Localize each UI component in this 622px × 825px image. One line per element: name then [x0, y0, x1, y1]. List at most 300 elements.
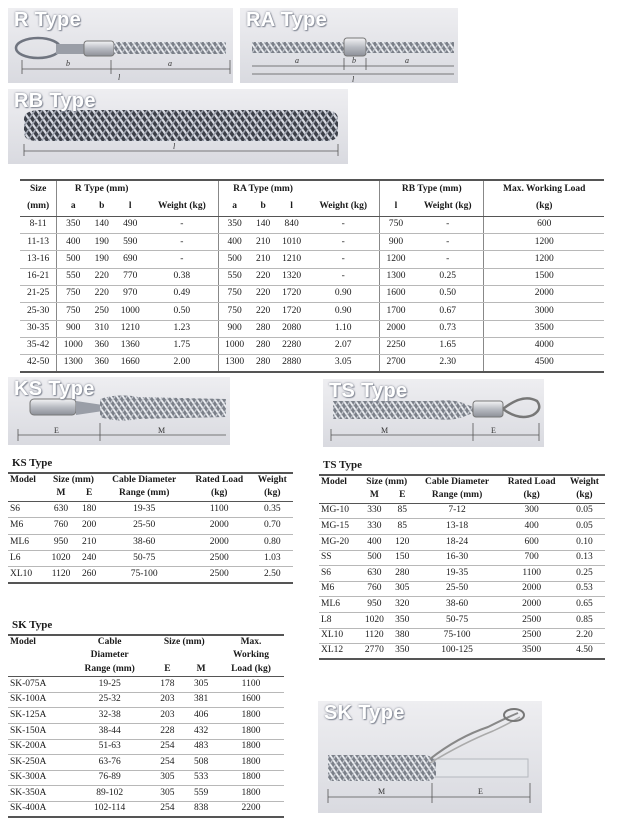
table-cell: 250	[89, 303, 114, 320]
table-cell: 75-100	[102, 567, 187, 583]
table-cell: 16-21	[20, 268, 57, 285]
rb-type-title: RB Type	[14, 90, 96, 112]
table-cell: 4.50	[564, 644, 605, 660]
table-row	[319, 597, 605, 613]
table-cell: 2.30	[412, 355, 484, 372]
table-cell: 0.50	[412, 285, 484, 302]
sk-range-header: Range (mm)	[69, 663, 151, 677]
table-cell: 0.67	[412, 303, 484, 320]
ra-type-dim-b: b	[352, 56, 356, 65]
table-cell: 38-60	[102, 534, 187, 550]
table-cell: 1800	[218, 786, 284, 802]
table-cell: 0.38	[146, 268, 218, 285]
table-cell: 750	[380, 216, 412, 233]
table-cell: 2700	[380, 355, 412, 372]
table-cell: 1210	[114, 320, 146, 337]
table-cell: 1010	[276, 234, 308, 251]
table-cell: 1000	[57, 337, 89, 354]
table-cell: 0.90	[307, 285, 379, 302]
table-cell: 500	[57, 251, 89, 268]
table-cell: 630	[359, 566, 390, 582]
table-row	[20, 320, 604, 337]
table-cell: 150	[390, 550, 415, 566]
ts-weight-header: Weight	[564, 475, 605, 489]
sk-type-title: SK Type	[324, 702, 405, 724]
sk-type-dim-m: M	[378, 787, 386, 796]
table-cell: 13-18	[415, 519, 500, 535]
table-cell: 120	[390, 534, 415, 550]
ks-spec-table	[8, 472, 293, 584]
table-cell: 2280	[276, 337, 308, 354]
ks-m-header: M	[45, 487, 76, 501]
table-cell: 700	[499, 550, 563, 566]
table-cell: 0.35	[252, 501, 293, 517]
table-row	[319, 503, 605, 519]
r-b-header: b	[89, 198, 114, 216]
table-cell: -	[146, 251, 218, 268]
table-cell: -	[146, 216, 218, 233]
table-cell: 4000	[484, 337, 604, 354]
table-cell: 85	[390, 519, 415, 535]
table-cell: 950	[45, 534, 76, 550]
table-row	[20, 268, 604, 285]
ra-a-header: a	[218, 198, 250, 216]
table-row	[20, 355, 604, 372]
table-cell: 380	[390, 628, 415, 644]
table-cell: ML6	[319, 597, 359, 613]
table-cell: 2500	[499, 628, 563, 644]
table-cell: SK-200A	[8, 739, 69, 755]
table-cell: 3500	[499, 644, 563, 660]
sk-size-header: Size (mm)	[151, 635, 218, 649]
table-cell: 1210	[276, 251, 308, 268]
ra-b-header: b	[251, 198, 276, 216]
r-type-title: R Type	[14, 9, 81, 31]
table-cell: 1360	[114, 337, 146, 354]
table-cell: 0.80	[252, 534, 293, 550]
table-cell: 350	[57, 216, 89, 233]
table-cell: 254	[151, 801, 185, 817]
ts-type-dim-m: M	[381, 426, 389, 435]
table-cell: MG-10	[319, 503, 359, 519]
table-cell: 2000	[499, 581, 563, 597]
table-row	[20, 303, 604, 320]
table-cell: 85	[390, 503, 415, 519]
table-cell: 220	[251, 303, 276, 320]
table-cell: SK-100A	[8, 692, 69, 708]
table-cell: 400	[57, 234, 89, 251]
table-cell: XL10	[319, 628, 359, 644]
table-cell: 406	[184, 708, 218, 724]
table-cell: 500	[359, 550, 390, 566]
sk-load-header: Load (kg)	[218, 663, 284, 677]
table-cell: 1100	[499, 566, 563, 582]
table-cell: 140	[251, 216, 276, 233]
table-cell: 220	[251, 285, 276, 302]
ts-m-header: M	[359, 489, 390, 503]
table-cell: 400	[499, 519, 563, 535]
r-type-dim-a: a	[168, 59, 172, 68]
table-cell: 432	[184, 723, 218, 739]
table-cell: 500	[218, 251, 250, 268]
table-cell: SK-250A	[8, 755, 69, 771]
table-row	[20, 337, 604, 354]
table-cell: 2.07	[307, 337, 379, 354]
table-cell: 300	[499, 503, 563, 519]
table-cell: 350	[390, 644, 415, 660]
table-cell: 1600	[218, 692, 284, 708]
table-cell: 30-35	[20, 320, 57, 337]
table-cell: 1720	[276, 303, 308, 320]
table-row	[319, 612, 605, 628]
table-cell: 7-12	[415, 503, 500, 519]
table-row	[20, 216, 604, 233]
table-cell: 2.50	[252, 567, 293, 583]
ts-rated-load-unit-header: (kg)	[499, 489, 563, 503]
table-cell: 3500	[484, 320, 604, 337]
table-cell: SK-300A	[8, 770, 69, 786]
table-row	[8, 518, 293, 534]
table-cell: 350	[218, 216, 250, 233]
table-cell: 0.05	[564, 503, 605, 519]
table-cell: -	[307, 216, 379, 233]
table-cell: 970	[114, 285, 146, 302]
table-cell: 254	[151, 739, 185, 755]
table-cell: 51-63	[69, 739, 151, 755]
table-cell: 200	[77, 518, 102, 534]
table-cell: 190	[89, 234, 114, 251]
table-cell: 0.05	[564, 519, 605, 535]
ks-model-header: Model	[8, 473, 45, 487]
table-cell: 0.49	[146, 285, 218, 302]
table-cell: 750	[218, 303, 250, 320]
ra-type-dim-l: l	[352, 75, 355, 83]
table-row	[319, 519, 605, 535]
table-cell: 16-30	[415, 550, 500, 566]
table-cell: 228	[151, 723, 185, 739]
table-cell: 25-50	[415, 581, 500, 597]
table-cell: 1120	[45, 567, 76, 583]
table-cell: MG-15	[319, 519, 359, 535]
table-cell: 533	[184, 770, 218, 786]
table-cell: 203	[151, 692, 185, 708]
table-cell: 240	[77, 550, 102, 566]
size-header: Size	[20, 180, 57, 198]
table-row	[8, 801, 284, 817]
table-cell: 550	[218, 268, 250, 285]
ks-type-title: KS Type	[14, 378, 95, 400]
table-cell: MG-20	[319, 534, 359, 550]
table-cell: 1000	[114, 303, 146, 320]
table-cell: 0.90	[307, 303, 379, 320]
ks-size-header: Size (mm)	[45, 473, 101, 487]
table-cell: 1800	[218, 755, 284, 771]
ks-rated-load-unit-header: (kg)	[187, 487, 252, 501]
table-cell: 2880	[276, 355, 308, 372]
table-cell: 1800	[218, 723, 284, 739]
table-cell: 35-42	[20, 337, 57, 354]
table-cell: 400	[359, 534, 390, 550]
table-cell: 2000	[499, 597, 563, 613]
table-cell: 0.85	[564, 612, 605, 628]
table-cell: 100-125	[415, 644, 500, 660]
table-cell: 483	[184, 739, 218, 755]
table-cell: SK-150A	[8, 723, 69, 739]
table-cell: 600	[484, 216, 604, 233]
sk-diameter-header: Diameter	[90, 650, 129, 661]
table-cell: 2000	[484, 285, 604, 302]
table-cell: 254	[151, 755, 185, 771]
table-cell: 19-25	[69, 677, 151, 693]
table-cell: 900	[380, 234, 412, 251]
r-type-header: R Type (mm)	[57, 180, 146, 198]
table-row	[8, 723, 284, 739]
table-cell: 2200	[218, 801, 284, 817]
table-cell: 280	[251, 320, 276, 337]
table-cell: SK-400A	[8, 801, 69, 817]
table-cell: 950	[359, 597, 390, 613]
table-cell: 203	[151, 708, 185, 724]
table-cell: 1.03	[252, 550, 293, 566]
table-cell: 508	[184, 755, 218, 771]
table-cell: -	[307, 234, 379, 251]
table-cell: 0.70	[252, 518, 293, 534]
table-cell: 4500	[484, 355, 604, 372]
table-cell: 1320	[276, 268, 308, 285]
table-cell: 630	[45, 501, 76, 517]
table-cell: 210	[251, 251, 276, 268]
table-row	[8, 677, 284, 693]
table-cell: 2500	[187, 567, 252, 583]
table-cell: 305	[151, 786, 185, 802]
table-cell: 770	[114, 268, 146, 285]
table-cell: SK-125A	[8, 708, 69, 724]
table-cell: 2000	[187, 534, 252, 550]
size-unit-header: (mm)	[20, 198, 57, 216]
max-load-unit-header: (kg)	[484, 198, 604, 216]
table-cell: 178	[151, 677, 185, 693]
table-cell: 38-44	[69, 723, 151, 739]
table-cell: 559	[184, 786, 218, 802]
table-cell: 25-32	[69, 692, 151, 708]
table-cell: 1300	[57, 355, 89, 372]
max-load-header: Max. Working Load	[484, 180, 604, 198]
ts-spec-table	[319, 474, 605, 660]
table-cell: 760	[359, 581, 390, 597]
table-cell: 1200	[484, 251, 604, 268]
table-cell: 0.25	[412, 268, 484, 285]
table-cell: 25-30	[20, 303, 57, 320]
ks-cable-diameter-header: Cable Diameter	[102, 473, 187, 487]
table-row	[319, 581, 605, 597]
ts-model-header: Model	[319, 475, 359, 489]
rb-type-dim-l: l	[173, 142, 176, 151]
table-cell: 0.50	[146, 303, 218, 320]
table-row	[8, 501, 293, 517]
table-cell: 750	[57, 303, 89, 320]
table-cell: 1500	[484, 268, 604, 285]
sk-max-header: Max.	[218, 635, 284, 649]
ra-weight-header: Weight (kg)	[307, 198, 379, 216]
rb-l-header: l	[380, 198, 412, 216]
table-cell: -	[146, 234, 218, 251]
table-cell: 305	[151, 770, 185, 786]
table-cell: 330	[359, 503, 390, 519]
table-cell: 690	[114, 251, 146, 268]
table-cell: 2250	[380, 337, 412, 354]
r-type-dim-l: l	[118, 73, 121, 82]
table-cell: 75-100	[415, 628, 500, 644]
table-cell: 1720	[276, 285, 308, 302]
table-cell: 220	[251, 268, 276, 285]
table-cell: 1100	[218, 677, 284, 693]
ra-type-dim-a-right: a	[405, 56, 409, 65]
table-cell: 838	[184, 801, 218, 817]
sk-working-header: Working	[233, 650, 269, 661]
table-cell: 900	[57, 320, 89, 337]
table-row	[8, 550, 293, 566]
r-a-header: a	[57, 198, 89, 216]
table-row	[20, 285, 604, 302]
table-cell: 350	[390, 612, 415, 628]
table-cell: 220	[89, 268, 114, 285]
table-cell: S6	[8, 501, 45, 517]
table-cell: 280	[390, 566, 415, 582]
table-cell: SK-075A	[8, 677, 69, 693]
table-cell: 38-60	[415, 597, 500, 613]
table-cell: XL10	[8, 567, 45, 583]
ra-type-dim-a-left: a	[295, 56, 299, 65]
table-cell: 190	[89, 251, 114, 268]
table-cell: 11-13	[20, 234, 57, 251]
table-cell: 0.65	[564, 597, 605, 613]
table-row	[8, 567, 293, 583]
sk-cable-header: Cable	[69, 635, 151, 649]
table-cell: 76-89	[69, 770, 151, 786]
table-cell: 63-76	[69, 755, 151, 771]
table-row	[8, 708, 284, 724]
table-cell: 320	[390, 597, 415, 613]
rb-weight-header: Weight (kg)	[412, 198, 484, 216]
table-cell: 1120	[359, 628, 390, 644]
table-cell: 1300	[380, 268, 412, 285]
table-cell: 600	[499, 534, 563, 550]
table-cell: 2000	[380, 320, 412, 337]
table-row	[319, 550, 605, 566]
table-row	[8, 692, 284, 708]
rb-type-header: RB Type (mm)	[380, 180, 484, 198]
sk-table-heading: SK Type	[12, 619, 53, 631]
sk-m-header: M	[184, 663, 218, 677]
ks-e-header: E	[77, 487, 102, 501]
ts-table-heading: TS Type	[323, 459, 363, 471]
table-cell: 21-25	[20, 285, 57, 302]
table-cell: 1660	[114, 355, 146, 372]
ks-type-dim-m: M	[158, 426, 166, 435]
table-cell: -	[412, 251, 484, 268]
sk-type-dim-e: E	[478, 787, 483, 796]
table-cell: 1.75	[146, 337, 218, 354]
table-cell: 1.65	[412, 337, 484, 354]
ts-rated-load-header: Rated Load	[499, 475, 563, 489]
table-cell: 1800	[218, 739, 284, 755]
table-cell: 360	[89, 355, 114, 372]
table-row	[8, 755, 284, 771]
table-cell: 0.13	[564, 550, 605, 566]
table-cell: 330	[359, 519, 390, 535]
table-cell: 0.53	[564, 581, 605, 597]
table-cell: 3.05	[307, 355, 379, 372]
rb-type-photo	[8, 89, 348, 164]
table-cell: -	[412, 234, 484, 251]
ks-weight-header: Weight	[252, 473, 293, 487]
table-cell: 750	[218, 285, 250, 302]
table-cell: 750	[57, 285, 89, 302]
table-cell: 2080	[276, 320, 308, 337]
table-cell: 1800	[218, 708, 284, 724]
table-cell: 1100	[187, 501, 252, 517]
table-row	[319, 566, 605, 582]
table-cell: 2000	[187, 518, 252, 534]
table-cell: 89-102	[69, 786, 151, 802]
table-cell: 1020	[45, 550, 76, 566]
ks-range-header: Range (mm)	[102, 487, 187, 501]
table-cell: -	[307, 251, 379, 268]
sk-model-header: Model	[8, 635, 69, 649]
table-cell: -	[412, 216, 484, 233]
table-cell: 1200	[484, 234, 604, 251]
table-cell: 400	[218, 234, 250, 251]
table-cell: 1000	[218, 337, 250, 354]
table-cell: 0.25	[564, 566, 605, 582]
table-cell: M6	[319, 581, 359, 597]
table-cell: 180	[77, 501, 102, 517]
table-cell: 260	[77, 567, 102, 583]
table-cell: 1300	[218, 355, 250, 372]
table-cell: 1700	[380, 303, 412, 320]
table-cell: 1020	[359, 612, 390, 628]
table-row	[20, 251, 604, 268]
table-cell: 0.10	[564, 534, 605, 550]
table-cell: 1.10	[307, 320, 379, 337]
table-cell: 140	[89, 216, 114, 233]
main-spec-table	[20, 179, 604, 373]
table-cell: S6	[319, 566, 359, 582]
table-cell: 50-75	[415, 612, 500, 628]
ts-weight-unit-header: (kg)	[564, 489, 605, 503]
ts-cable-diameter-header: Cable Diameter	[415, 475, 500, 489]
table-cell: -	[307, 268, 379, 285]
table-cell: 280	[251, 355, 276, 372]
table-cell: SK-350A	[8, 786, 69, 802]
r-l-header: l	[114, 198, 146, 216]
table-cell: 2.00	[146, 355, 218, 372]
table-cell: 360	[89, 337, 114, 354]
table-cell: 220	[89, 285, 114, 302]
table-cell: 102-114	[69, 801, 151, 817]
table-cell: 19-35	[102, 501, 187, 517]
table-row	[8, 739, 284, 755]
r-weight-header: Weight (kg)	[146, 198, 218, 216]
table-cell: 1800	[218, 770, 284, 786]
table-cell: 0.73	[412, 320, 484, 337]
ra-l-header: l	[276, 198, 308, 216]
table-cell: 32-38	[69, 708, 151, 724]
table-cell: 210	[251, 234, 276, 251]
table-cell: SS	[319, 550, 359, 566]
table-row	[319, 534, 605, 550]
table-cell: 760	[45, 518, 76, 534]
